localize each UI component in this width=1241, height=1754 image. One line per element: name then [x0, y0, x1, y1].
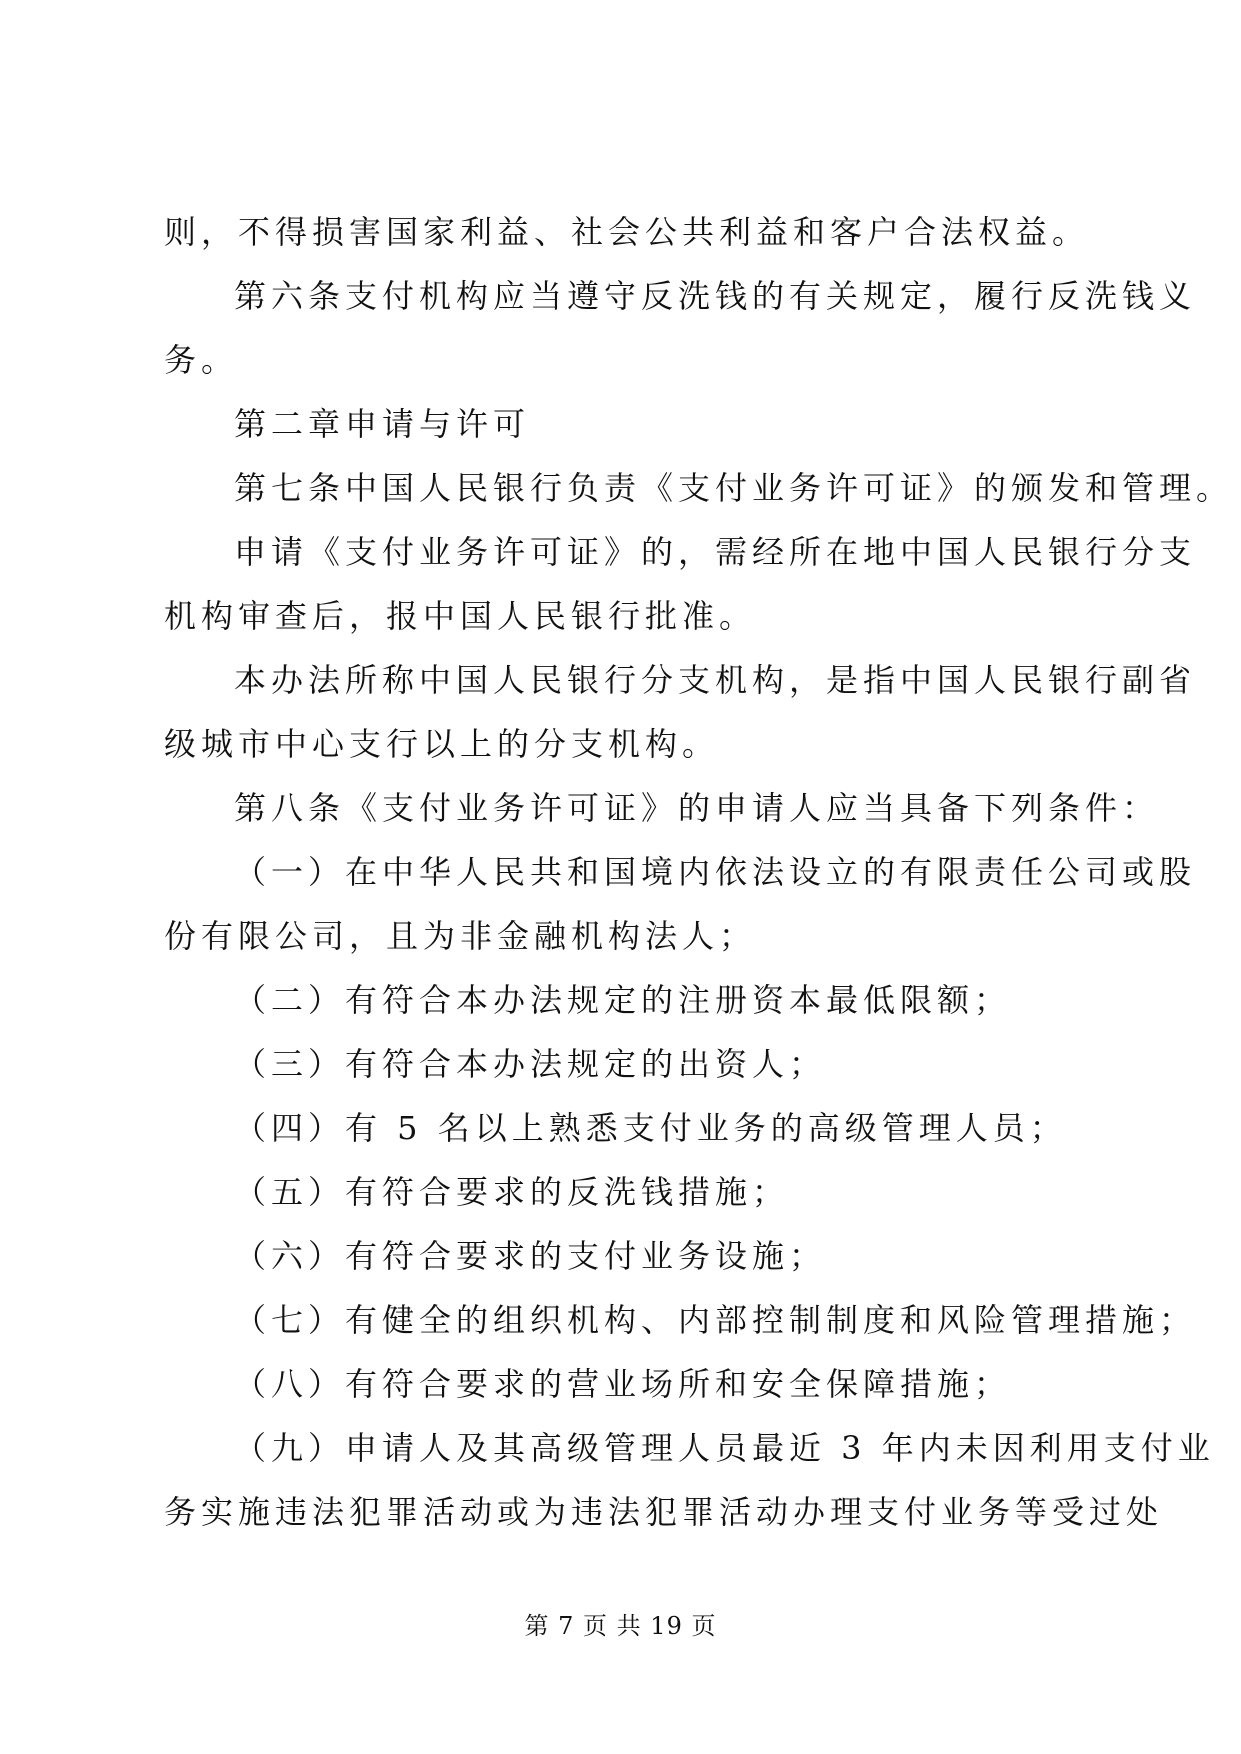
list-item: （一）在中华人民共和国境内依法设立的有限责任公司或股: [234, 853, 1197, 891]
chapter-heading: 第二章申请与许可: [234, 405, 531, 443]
text-line: 级城市中心支行以上的分支机构。: [164, 725, 720, 763]
text-line: 则，不得损害国家利益、社会公共利益和客户合法权益。: [164, 213, 1090, 251]
text-line: 务实施违法犯罪活动或为违法犯罪活动办理支付业务等受过处: [164, 1493, 1164, 1531]
text-line: 第八条《支付业务许可证》的申请人应当具备下列条件：: [234, 789, 1160, 827]
text-line: 务。: [164, 341, 239, 379]
body-text: [164, 200, 1234, 1544]
list-item: （七）有健全的组织机构、内部控制制度和风险管理措施；: [234, 1301, 1197, 1339]
page-number: 第 7 页 共 19 页: [524, 1612, 717, 1640]
list-item: （六）有符合要求的支付业务设施；: [234, 1237, 827, 1275]
list-item: （二）有符合本办法规定的注册资本最低限额；: [234, 981, 1012, 1019]
text-line: 第七条中国人民银行负责《支付业务许可证》的颁发和管理。: [234, 469, 1234, 507]
text-line: 第六条支付机构应当遵守反洗钱的有关规定，履行反洗钱义: [234, 277, 1197, 315]
list-item: （四）有 5 名以上熟悉支付业务的高级管理人员；: [234, 1109, 1067, 1147]
list-item: （五）有符合要求的反洗钱措施；: [234, 1173, 790, 1211]
list-item: （三）有符合本办法规定的出资人；: [234, 1045, 827, 1083]
text-line: 机构审查后，报中国人民银行批准。: [164, 597, 757, 635]
text-line: 本办法所称中国人民银行分支机构，是指中国人民银行副省: [234, 661, 1197, 699]
text-line: 申请《支付业务许可证》的，需经所在地中国人民银行分支: [234, 533, 1197, 571]
text-line: 份有限公司，且为非金融机构法人；: [164, 917, 757, 955]
list-item: （九）申请人及其高级管理人员最近 3 年内未因利用支付业: [234, 1429, 1215, 1467]
list-item: （八）有符合要求的营业场所和安全保障措施；: [234, 1365, 1012, 1403]
